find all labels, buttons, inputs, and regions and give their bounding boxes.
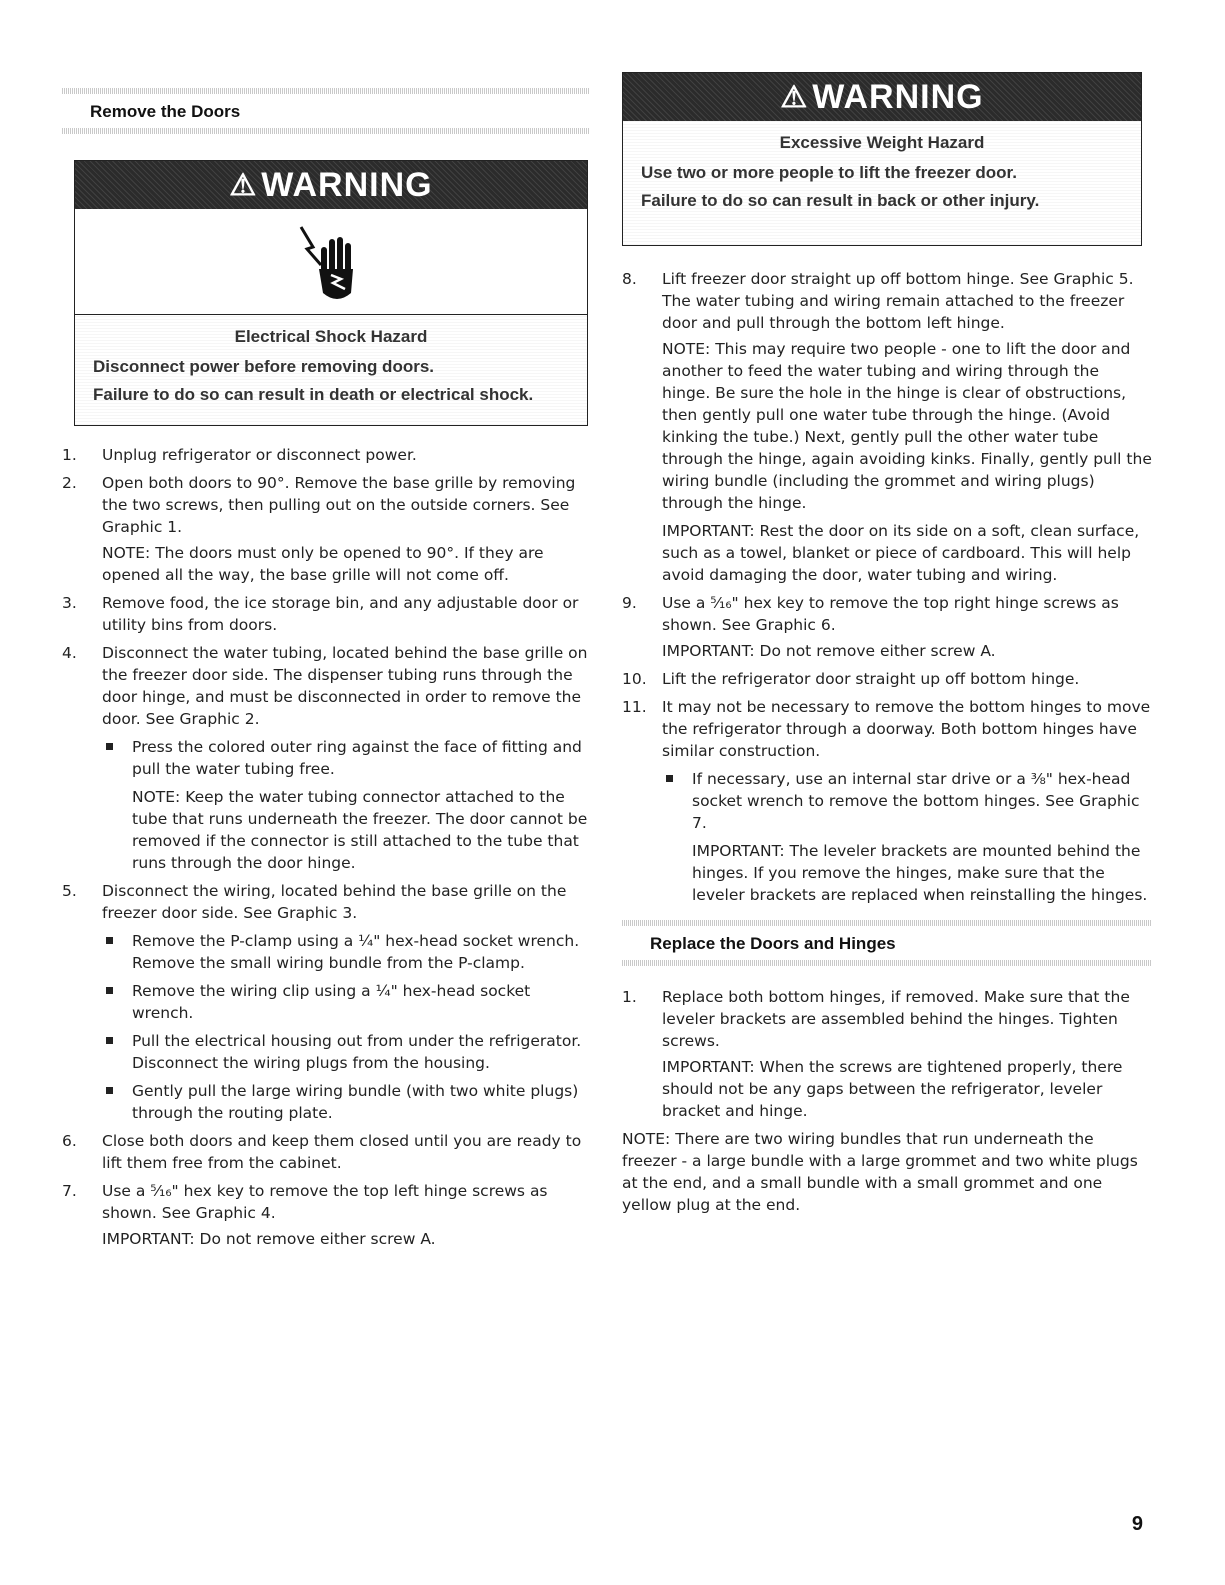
warning-banner: [623, 73, 1141, 121]
replace-step-1: 1. Replace both bottom hinges, if removed. Make sure that the leveler brackets are assembled behind the hinges. Tighten screws. IMPORTANT: When the screws are tightened properly, there should not be any gaps between the refrigerator, leveler bracket and hinge.: [622, 986, 1152, 1122]
warning-triangle-icon: ⚠: [780, 80, 809, 114]
section-heading-remove-doors: [62, 74, 590, 140]
removal-steps-left: [62, 444, 590, 1250]
warning-line-2: Failure to do so can result in back or other injury.: [641, 191, 1040, 210]
step-2-note: NOTE: The doors must only be opened to 90°. If they are opened all the way, the base grille will not come off.: [102, 544, 544, 584]
step-2: 2. Open both doors to 90°. Remove the base grille by removing the two screws, then pulling out on the outside corners. See Graphic 1. NOTE: The doors must only be opened to 90°. If they are opened all the way, the base grille will not come off.: [62, 472, 590, 586]
bullet-square-icon: [106, 1037, 113, 1044]
step-8-note: NOTE: This may require two people - one to lift the door and another to feed the water tubing and wiring through the hinge. Be sure the hole in the hinge is clear of obstructions, then gently pull one water tube through the hinge. (Avoid kinking the tube.) Next, gently pull the other water tube through the hinge, again avoiding kinks. Finally, gently pull the wiring bundle (including the grommet and wiring plugs) through the hinge.: [662, 340, 1152, 512]
bullet-square-icon: [106, 987, 113, 994]
warning-body: [75, 315, 587, 425]
removal-steps-right: [622, 268, 1152, 906]
right-column: [622, 0, 1152, 1216]
step-7: 7. Use a ⁵⁄₁₆" hex key to remove the top left hinge screws as shown. See Graphic 4. IMPORTANT: Do not remove either screw A.: [62, 1180, 590, 1250]
step-11: 11. It may not be necessary to remove the bottom hinges to move the refrigerator through a doorway. Both bottom hinges have similar construction. If necessary, use an internal star drive or a ⅜" hex-head socket wrench to remove the bottom hinges. See Graphic 7. IMPORTANT: The leveler brackets are mounted behind the hinges. If you remove the hinges, make sure that the leveler brackets are replaced when reinstalling the hinges.: [622, 698, 1151, 904]
step-6: 6. Close both doors and keep them closed until you are ready to lift them free from the cabinet.: [62, 1132, 582, 1172]
warning-banner-text: WARNING: [261, 165, 433, 204]
step-5: 5. Disconnect the wiring, located behind the base grille on the freezer door side. See Graphic 3. Remove the P-clamp using a ¼" hex-head socket wrench. Remove the small wiring bundle from the P-clamp. Remove the wiring clip using a ¼" hex-head socket wrench. Pull the electrical housing out from under the refrigerator. Disconnect the wiring plugs from the housing. Gently pull the large wiring bundle (with two white plugs) through the routing plate.: [62, 880, 590, 1124]
final-note: NOTE: There are two wiring bundles that run underneath the freezer - a large bundle with a large grommet and two white plugs at the end, and a small bundle with a small grommet and one yellow plug at the end.: [622, 1130, 1138, 1214]
warning-line-1: Disconnect power before removing doors.: [93, 357, 435, 376]
warning-banner-text: WARNING: [812, 77, 984, 116]
bullet-square-icon: [106, 937, 113, 944]
step-9: 9. Use a ⁵⁄₁₆" hex key to remove the top right hinge screws as shown. See Graphic 6. IMPORTANT: Do not remove either screw A.: [622, 592, 1152, 662]
bullet-square-icon: [666, 775, 673, 782]
bullet-square-icon: [106, 1087, 113, 1094]
left-column: [62, 0, 590, 1256]
hazard-title: Excessive Weight Hazard: [779, 133, 985, 152]
replace-steps: [622, 986, 1152, 1122]
step-4-bullet: Press the colored outer ring against the face of fitting and pull the water tubing free.: [102, 736, 590, 780]
electrical-warning-box: [74, 160, 588, 426]
section-title: Replace the Doors and Hinges: [650, 934, 896, 953]
hazard-title: Electrical Shock Hazard: [234, 327, 428, 346]
step-4: 4. Disconnect the water tubing, located behind the base grille on the freezer door side. The dispenser tubing runs through the door hinge, and must be disconnected in order to remove the door. See Graphic 2. Press the colored outer ring against the face of fitting and pull the water tubing free. NOTE: Keep the water tubing connector attached to the tube that runs underneath the freezer. The door cannot be removed if the connector is still attached to the tube that runs through the door hinge.: [62, 642, 590, 874]
electric-shock-hand-icon: [291, 217, 371, 307]
warning-line-2: Failure to do so can result in death or electrical shock.: [93, 385, 534, 404]
step-4-note: NOTE: Keep the water tubing connector attached to the tube that runs underneath the freezer. The door cannot be removed if the connector is still attached to the tube that runs through the door hinge.: [132, 788, 588, 872]
warning-body: [623, 121, 1141, 245]
step-8-important: IMPORTANT: Rest the door on its side on a soft, clean surface, such as a towel, blanket or piece of cardboard. This will help avoid damaging the door, water tubing and wiring.: [662, 522, 1140, 584]
step-5-bullet-2: Remove the wiring clip using a ¼" hex-head socket wrench.: [102, 980, 590, 1024]
step-5-bullet-4: Gently pull the large wiring bundle (with two white plugs) through the routing plate.: [102, 1080, 590, 1124]
replace-step-1-important: IMPORTANT: When the screws are tightened properly, there should not be any gaps between the refrigerator, leveler bracket and hinge.: [662, 1058, 1123, 1120]
warning-triangle-icon: ⚠: [229, 168, 258, 202]
step-7-important: IMPORTANT: Do not remove either screw A.: [102, 1230, 436, 1248]
step-1: 1. Unplug refrigerator or disconnect power.: [62, 446, 417, 464]
step-8: 8. Lift freezer door straight up off bottom hinge. See Graphic 5. The water tubing and wiring remain attached to the freezer door and pull through the bottom left hinge. NOTE: This may require two people - one to lift the door and another to feed the water tubing and wiring through the hinge. Be sure the hole in the hinge is clear of obstructions, then gently pull one water tube through the hinge. (Avoid kinking the tube.) Next, gently pull the other water tube through the hinge, again avoiding kinks. Finally, gently pull the wiring bundle (including the grommet and wiring plugs) through the hinge. IMPORTANT: Rest the door on its side on a soft, clean surface, such as a towel, blanket or piece of cardboard. This will help avoid damaging the door, water tubing and wiring.: [622, 270, 1152, 584]
section-heading-replace-doors: [622, 912, 1152, 972]
step-11-bullet: If necessary, use an internal star drive or a ⅜" hex-head socket wrench to remove the bottom hinges. See Graphic 7.: [662, 768, 1152, 834]
shock-hazard-symbol-area: [75, 209, 587, 315]
step-3: 3. Remove food, the ice storage bin, and any adjustable door or utility bins from doors.: [62, 594, 579, 634]
warning-line-1: Use two or more people to lift the freezer door.: [641, 163, 1017, 182]
step-10: 10. Lift the refrigerator door straight up off bottom hinge.: [622, 670, 1080, 688]
section-title: Remove the Doors: [90, 102, 241, 121]
step-5-bullet-3: Pull the electrical housing out from under the refrigerator. Disconnect the wiring plugs from the housing.: [102, 1030, 590, 1074]
step-5-bullet-1: Remove the P-clamp using a ¼" hex-head socket wrench. Remove the small wiring bundle from the P-clamp.: [102, 930, 590, 974]
step-9-important: IMPORTANT: Do not remove either screw A.: [662, 642, 996, 660]
step-11-important: IMPORTANT: The leveler brackets are mounted behind the hinges. If you remove the hinges, make sure that the leveler brackets are replaced when reinstalling the hinges.: [692, 842, 1148, 904]
bullet-square-icon: [106, 743, 113, 750]
weight-warning-box: [622, 72, 1142, 246]
warning-banner: [75, 161, 587, 209]
page-number: 9: [1131, 1513, 1143, 1535]
